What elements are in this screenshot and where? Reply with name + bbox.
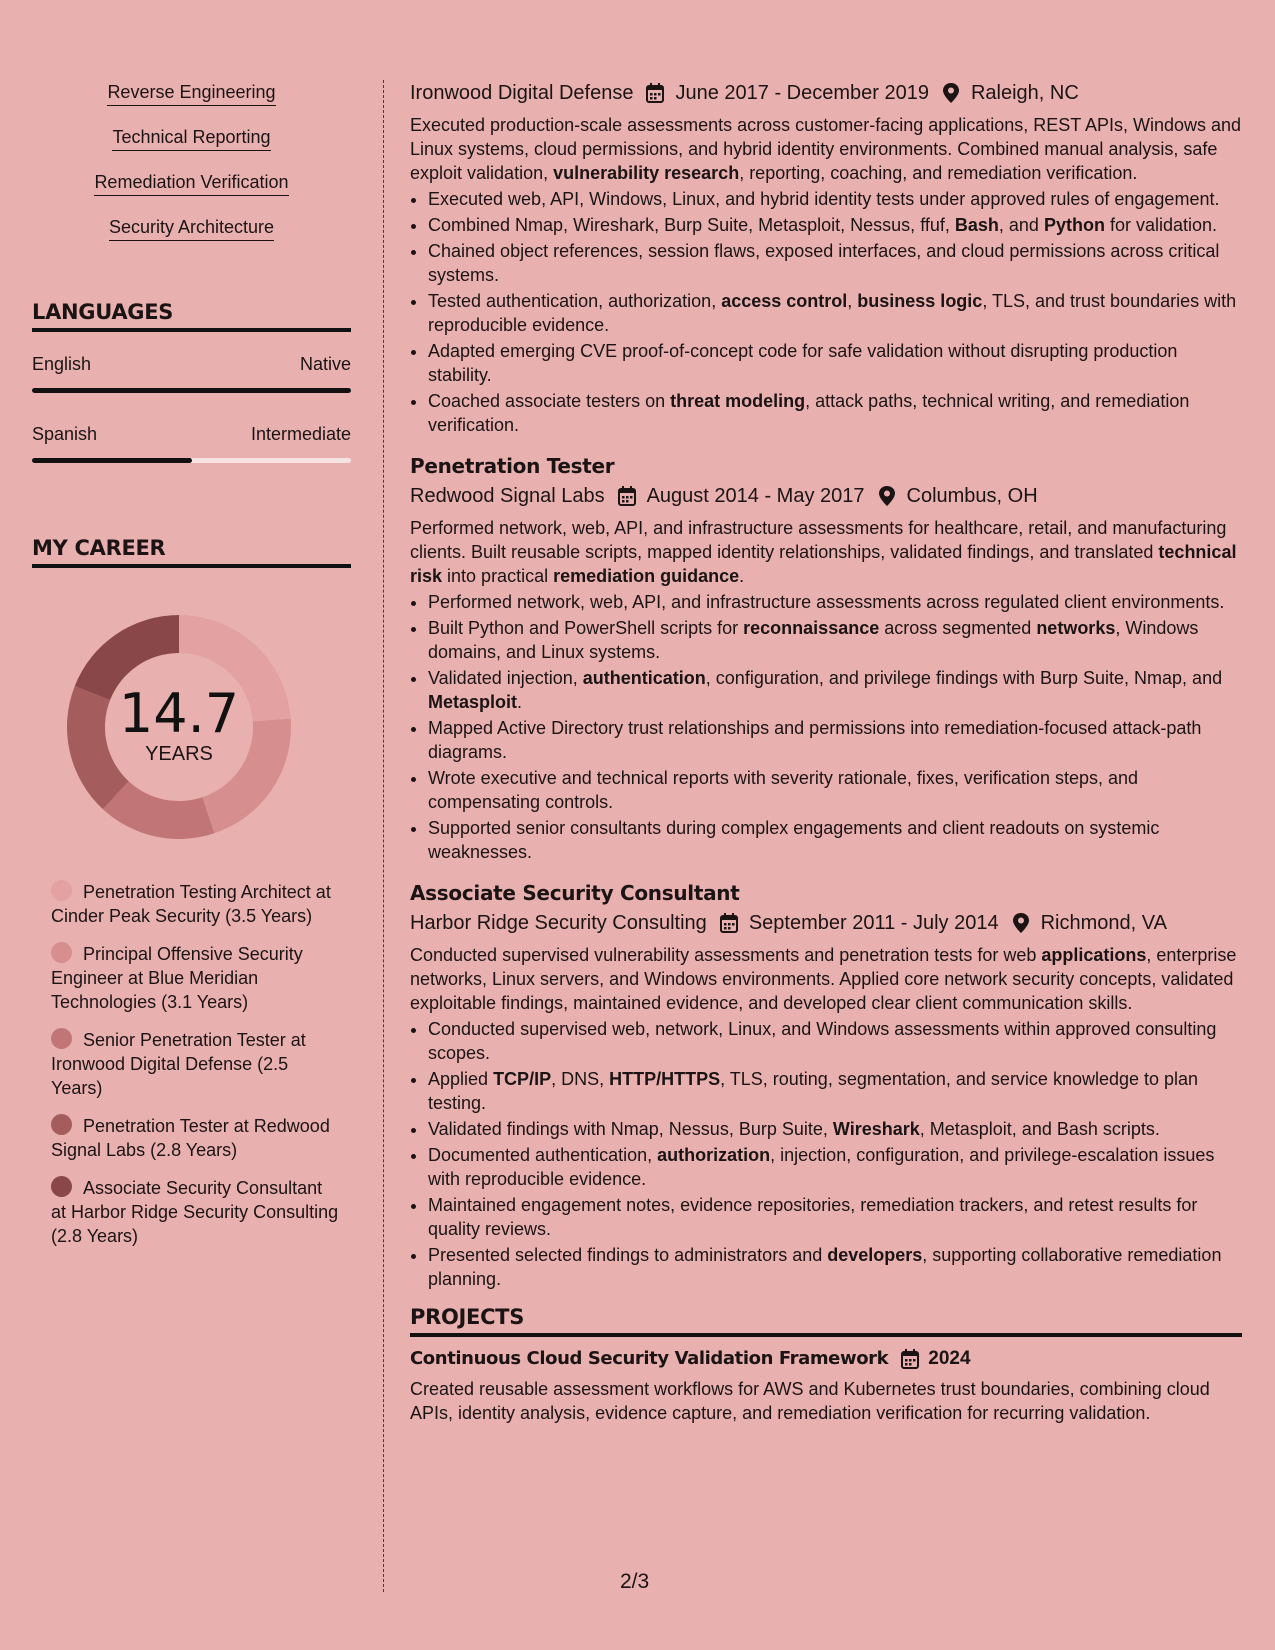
legend-item <box>51 1114 341 1162</box>
bullet-item: • Adapted emerging CVE proof-of-concept code for safe validation without disrupting production stability. <box>428 339 1242 387</box>
legend-dot <box>51 880 72 901</box>
languages-section <box>32 300 351 472</box>
career-donut-chart <box>64 612 294 842</box>
language-bar-fill <box>32 458 192 463</box>
job-location: Richmond, VA <box>1040 912 1167 934</box>
bullet-item: • Chained object references, session flaws, exposed interfaces, and cloud permissions across critical systems. <box>428 239 1242 287</box>
languages-heading: LANGUAGES <box>32 300 351 332</box>
sidebar <box>32 80 351 1262</box>
project-description: Created reusable assessment workflows for AWS and Kubernetes trust boundaries, combining cloud APIs, identity analysis, evidence capture, and remediation verification for recurring validation. <box>410 1379 1210 1423</box>
career-heading: MY CAREER <box>32 536 351 568</box>
bullet-item: • Mapped Active Directory trust relationships and permissions into remediation-focused attack-path diagrams. <box>428 716 1242 764</box>
bullet-item: • Validated findings with Nmap, Nessus, Burp Suite, Wireshark, Metasploit, and Bash scripts. <box>428 1117 1242 1141</box>
job-dates: August 2014 - May 2017 <box>646 485 865 507</box>
job-bullets <box>410 187 1242 437</box>
job-meta <box>410 910 1242 936</box>
bullet-item: • Documented authentication, authorization, injection, configuration, and privilege-escalation issues with reproducible evidence. <box>428 1143 1242 1191</box>
bullet-item: • Wrote executive and technical reports with severity rationale, fixes, verification steps, and compensating controls. <box>428 766 1242 814</box>
job-title: Penetration Tester <box>410 454 615 478</box>
legend-label: Principal Offensive Security Engineer at Blue Meridian Technologies (3.1 Years) <box>51 944 303 1012</box>
project-header <box>410 1347 1242 1371</box>
main-content <box>410 80 1242 1425</box>
bullet-item: • Maintained engagement notes, evidence repositories, remediation trackers, and retest results for quality reviews. <box>428 1193 1242 1241</box>
skills-list <box>32 80 351 260</box>
legend-item <box>51 942 341 1014</box>
career-section <box>32 536 351 1248</box>
legend-dot <box>51 1114 72 1135</box>
experience-entry <box>410 453 1242 864</box>
skill-item: Remediation Verification <box>94 170 288 196</box>
job-meta <box>410 80 1242 106</box>
language-item <box>32 402 351 472</box>
bullet-item: • Built Python and PowerShell scripts for reconnaissance across segmented networks, Windows domains, and Linux systems. <box>428 616 1242 664</box>
company-name: Harbor Ridge Security Consulting <box>410 912 707 934</box>
location-pin-icon <box>877 485 897 507</box>
company-name: Redwood Signal Labs <box>410 485 605 507</box>
job-bullets <box>410 590 1242 864</box>
legend-label: Senior Penetration Tester at Ironwood Digital Defense (2.5 Years) <box>51 1030 306 1098</box>
legend-dot <box>51 1028 72 1049</box>
legend-label: Penetration Testing Architect at Cinder Peak Security (3.5 Years) <box>51 882 331 926</box>
bullet-item: • Coached associate testers on threat modeling, attack paths, technical writing, and remediation verification. <box>428 389 1242 437</box>
language-bar-fill <box>32 388 351 393</box>
bullet-item: • Validated injection, authentication, configuration, and privilege findings with Burp Suite, Nmap, and Metasploit. <box>428 666 1242 714</box>
calendar-icon <box>719 912 739 934</box>
company-name: Ironwood Digital Defense <box>410 82 634 104</box>
career-legend <box>32 880 351 1248</box>
job-description: Performed network, web, API, and infrastructure assessments for healthcare, retail, and manufacturing clients. Built reusable scripts, mapped identity relationships, validated findings, and translated technical risk into practical remediation guidance. <box>410 518 1237 586</box>
project-year: 2024 <box>928 1348 971 1369</box>
bullet-item: • Executed web, API, Windows, Linux, and hybrid identity tests under approved rules of engagement. <box>428 187 1242 211</box>
job-location: Columbus, OH <box>906 485 1038 507</box>
legend-dot <box>51 1176 72 1197</box>
language-level: Intermediate <box>250 424 351 444</box>
bullet-item: • Combined Nmap, Wireshark, Burp Suite, Metasploit, Nessus, ffuf, Bash, and Python for validation. <box>428 213 1242 237</box>
legend-label: Associate Security Consultant at Harbor Ridge Security Consulting (2.8 Years) <box>51 1178 339 1246</box>
legend-item <box>51 1028 341 1100</box>
bullet-item: • Applied TCP/IP, DNS, HTTP/HTTPS, TLS, routing, segmentation, and service knowledge to plan testing. <box>428 1067 1242 1115</box>
bullet-item: • Presented selected findings to administrators and developers, supporting collaborative remediation planning. <box>428 1243 1242 1291</box>
calendar-icon <box>900 1348 920 1370</box>
language-bar <box>32 388 351 393</box>
job-dates: September 2011 - July 2014 <box>748 912 999 934</box>
job-title: Associate Security Consultant <box>410 881 740 905</box>
legend-item <box>51 1176 341 1248</box>
projects-heading: PROJECTS <box>410 1305 1242 1337</box>
skill-item: Technical Reporting <box>112 125 270 151</box>
project-name: Continuous Cloud Security Validation Framework <box>410 1348 889 1369</box>
bullet-item: • Tested authentication, authorization, access control, business logic, TLS, and trust boundaries with reproducible evidence. <box>428 289 1242 337</box>
calendar-icon <box>617 485 637 507</box>
job-meta <box>410 483 1242 509</box>
job-bullets <box>410 1017 1242 1291</box>
legend-item <box>51 880 341 928</box>
language-name: Spanish <box>32 424 98 444</box>
bullet-item: • Performed network, web, API, and infrastructure assessments across regulated client environments. <box>428 590 1242 614</box>
bullet-item: • Conducted supervised web, network, Linux, and Windows assessments within approved consulting scopes. <box>428 1017 1242 1065</box>
job-dates: June 2017 - December 2019 <box>675 82 929 104</box>
skill-item: Security Architecture <box>109 215 274 241</box>
column-divider <box>383 80 384 1592</box>
job-description: Conducted supervised vulnerability assessments and penetration tests for web applications, enterprise networks, Linux servers, and Windows environments. Applied core network security concepts, validated exploitable findings, maintained evidence, and developed clear client communication skills. <box>410 945 1237 1013</box>
calendar-icon <box>645 82 665 104</box>
language-name: English <box>32 354 92 374</box>
skill-item: Reverse Engineering <box>107 80 275 106</box>
legend-label: Penetration Tester at Redwood Signal Labs (2.8 Years) <box>51 1116 330 1160</box>
language-item <box>32 332 351 402</box>
location-pin-icon <box>941 82 961 104</box>
location-pin-icon <box>1011 912 1031 934</box>
language-level: Native <box>299 354 351 374</box>
bullet-item: • Supported senior consultants during complex engagements and client readouts on systemic weaknesses. <box>428 816 1242 864</box>
career-unit: YEARS <box>145 743 213 765</box>
career-total: 14.7 <box>118 682 240 745</box>
experience-entry <box>410 80 1242 437</box>
legend-dot <box>51 942 72 963</box>
job-description: Executed production-scale assessments across customer-facing applications, REST APIs, Windows and Linux systems, cloud permissions, and hybrid identity environments. Combined manual analysis, safe exploit validation, vulnerability research, reporting, coaching, and remediation verification. <box>410 115 1242 183</box>
language-bar <box>32 458 351 463</box>
job-location: Raleigh, NC <box>970 82 1079 104</box>
experience-entry <box>410 880 1242 1291</box>
